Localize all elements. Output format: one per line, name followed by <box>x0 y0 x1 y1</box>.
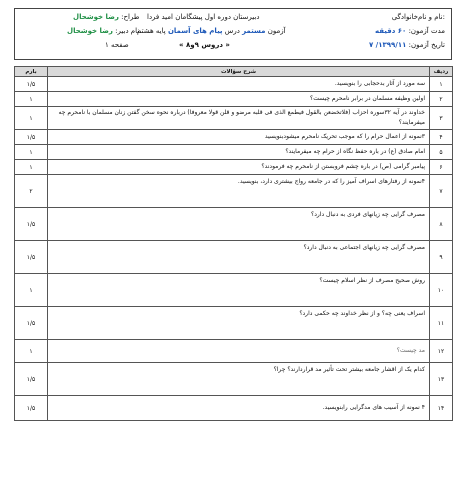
question-text: مد چیست؟ <box>48 340 430 363</box>
question-score: ۱ <box>15 92 48 107</box>
question-number: ۲ <box>430 92 453 107</box>
question-score: ۱ <box>15 160 48 175</box>
duration-label: مدت آزمون: <box>408 27 445 35</box>
lessons: « دروس ۹و۸ » <box>179 41 230 49</box>
question-score: ۱/۵ <box>15 130 48 145</box>
table-row <box>15 307 453 340</box>
exam-mid: درس <box>224 27 240 35</box>
page-number: صفحه ۱ <box>105 41 129 49</box>
question-number: ۱ <box>430 77 453 92</box>
table-header-row <box>15 67 453 77</box>
question-text: سه مورد از آثار بدحجابی را بنویسید. <box>48 77 430 92</box>
question-number: ۹ <box>430 241 453 274</box>
question-score: ۱ <box>15 340 48 363</box>
designer-label: طراح: <box>121 13 140 21</box>
questions-table <box>14 66 453 421</box>
table-row <box>15 175 453 208</box>
table-row <box>15 208 453 241</box>
question-score: ۱/۵ <box>15 363 48 396</box>
duration-line <box>375 27 445 36</box>
number-header: ردیف <box>430 67 453 77</box>
question-score: ۱/۵ <box>15 396 48 421</box>
date-label: تاریخ آزمون: <box>408 41 445 49</box>
question-number: ۳ <box>430 107 453 130</box>
question-text: اولین وظیفه مسلمان در برابر نامحرم چیست؟ <box>48 92 430 107</box>
date-line <box>369 41 445 50</box>
question-text: کدام یک از اقشار جامعه بیشتر تحت تأثیر مد قراردارند؟ چرا؟ <box>48 363 430 396</box>
question-text: اسراف یعنی چه؟ و از نظر خداوند چه حکمی دارد؟ <box>48 307 430 340</box>
question-number: ۱۴ <box>430 396 453 421</box>
question-number: ۱۲ <box>430 340 453 363</box>
question-text: ۳نمونه از اعمال حرام را که موجب تحریک نامحرم میشودبنویسید <box>48 130 430 145</box>
exam-title <box>137 27 286 36</box>
table-row <box>15 77 453 92</box>
question-number: ۱۱ <box>430 307 453 340</box>
questions-header: شرح سؤالات <box>48 67 430 77</box>
question-text: مصرف گرایی چه زیانهای اجتماعی به دنبال دارد؟ <box>48 241 430 274</box>
question-text: ۴ نمونه از آسیب های مدگرایی رابنویسید. <box>48 396 430 421</box>
table-row <box>15 130 453 145</box>
table-row <box>15 107 453 130</box>
question-score: ۱ <box>15 274 48 307</box>
question-number: ۱۳ <box>430 363 453 396</box>
question-score: ۱/۵ <box>15 208 48 241</box>
score-header: بارم <box>15 67 48 77</box>
table-row <box>15 340 453 363</box>
question-text: امام صادق (ع) در باره حفظ نگاه از حرام چه میفرمایند؟ <box>48 145 430 160</box>
question-number: ۷ <box>430 175 453 208</box>
question-score: ۱ <box>15 145 48 160</box>
exam-header <box>14 8 452 60</box>
question-score: ۱/۵ <box>15 241 48 274</box>
teacher-name: رضا خوشحال <box>67 27 113 35</box>
student-name-label: نام و نام‌خانوادگی: <box>391 13 445 21</box>
exam-type: مستمر <box>242 27 266 35</box>
table-row <box>15 160 453 175</box>
exam-grade: پایه هشتم <box>137 27 166 35</box>
table-row <box>15 145 453 160</box>
table-row <box>15 396 453 421</box>
question-text: ۴نمونه از رفتارهای اسراف آمیز را که در جامعه رواج بیشتری دارد، بنویسید. <box>48 175 430 208</box>
question-number: ۶ <box>430 160 453 175</box>
teacher-label: نام دبیر: <box>115 27 140 35</box>
exam-subject: پیام های آسمان <box>167 27 223 35</box>
date-value: ۱۳۹۹/۱۱/ ۷ <box>368 41 407 49</box>
designer-line <box>73 13 139 22</box>
designer-name: رضا خوشحال <box>73 13 119 21</box>
question-text: خداوند در آیه ۳۲سوره احزاب (فلاتخضعن بالقول فیطمع الذی فی قلبه مرضو و قلن قولا معروفا) درباره نحوه سخن گفتن زنان مسلمان با نامحرم چه میفرمایند؟ <box>48 107 430 130</box>
question-text: مصرف گرایی چه زیانهای فردی به دنبال دارد؟ <box>48 208 430 241</box>
question-score: ۲ <box>15 175 48 208</box>
question-number: ۱۰ <box>430 274 453 307</box>
table-row <box>15 241 453 274</box>
questions-body <box>15 77 453 421</box>
question-number: ۵ <box>430 145 453 160</box>
question-score: ۱/۵ <box>15 307 48 340</box>
question-number: ۴ <box>430 130 453 145</box>
duration-value: ۶۰ دقیقه <box>375 27 407 35</box>
teacher-line <box>67 27 139 36</box>
question-number: ۸ <box>430 208 453 241</box>
question-text: پیامبر گرامی (ص) در باره چشم فروبستن از نامحرم چه فرمودند؟ <box>48 160 430 175</box>
question-text: روش صحیح مصرف از نظر اسلام چیست؟ <box>48 274 430 307</box>
question-score: ۱ <box>15 107 48 130</box>
question-score: ۱/۵ <box>15 77 48 92</box>
table-row <box>15 363 453 396</box>
school-name: دبیرستان دوره اول پیشگامان امید فردا <box>147 13 260 21</box>
table-row <box>15 274 453 307</box>
table-row <box>15 92 453 107</box>
exam-prefix: آزمون <box>267 27 286 35</box>
